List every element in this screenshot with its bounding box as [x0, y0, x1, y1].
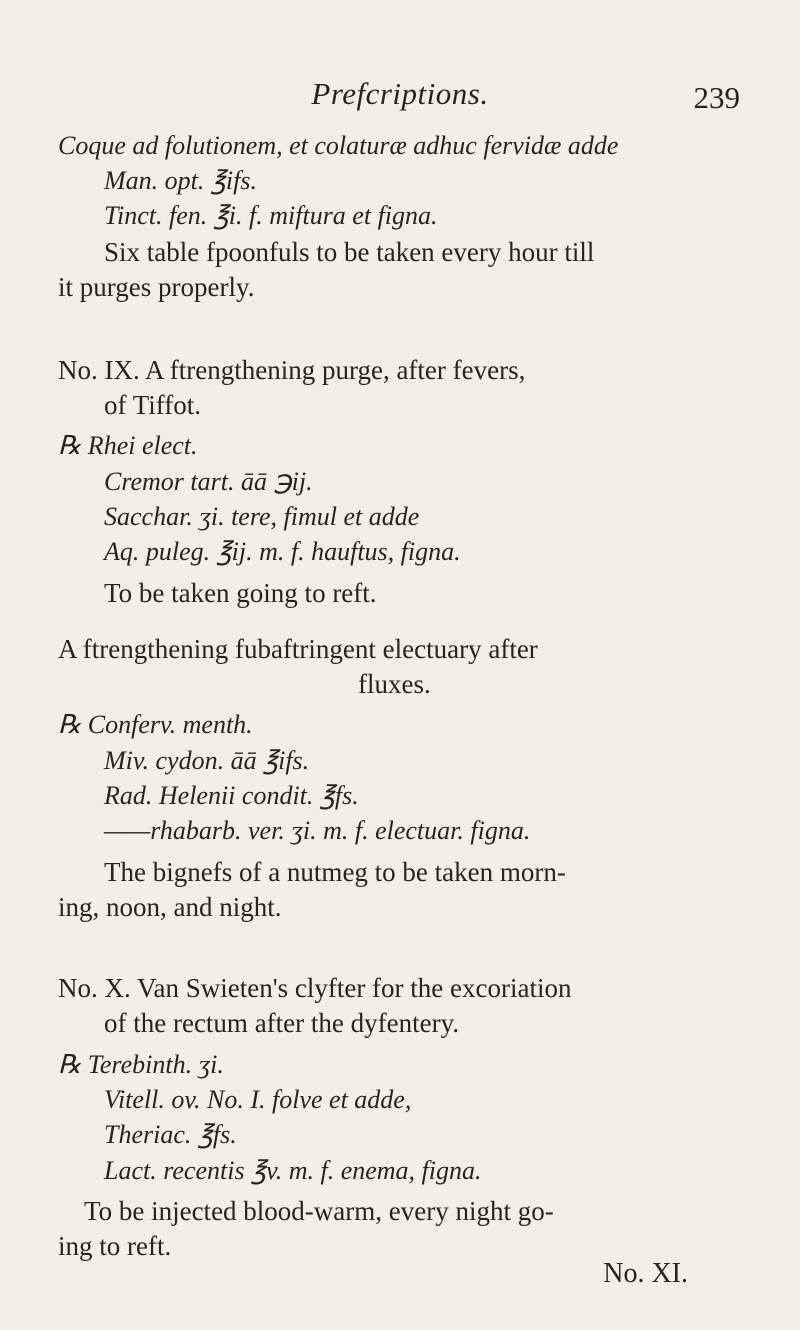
text-line: Cremor tart. āā ℈ij. — [104, 467, 313, 496]
page-header — [0, 76, 800, 116]
text-line: Rad. Helenii condit. ℥fs. — [104, 781, 359, 810]
section-heading: No. X. Van Swieten's clyfter for the excoriation — [58, 973, 572, 1003]
text-line: ing to reft. — [58, 1231, 172, 1261]
text-line: it purges properly. — [58, 272, 255, 302]
text-line: ——rhabarb. ver. ʒi. m. f. electuar. figna. — [104, 816, 531, 845]
text-line: To be injected blood-warm, every night go- — [84, 1196, 554, 1226]
text-line: Vitell. ov. No. I. folve et adde, — [104, 1085, 412, 1114]
catchword: No. XI. — [603, 1258, 688, 1289]
text-line: ℞ Rhei elect. — [58, 431, 198, 460]
text-line: Man. opt. ℥ifs. — [104, 166, 257, 195]
running-title: Prefcriptions. — [311, 76, 489, 111]
section-heading: A ftrengthening fubaftringent electuary after — [58, 634, 538, 664]
text-line: Tinct. fen. ℥i. f. miftura et figna. — [104, 201, 438, 230]
text-line: Six table fpoonfuls to be taken every hour till — [104, 237, 595, 267]
text-line: Lact. recentis ℥v. m. f. enema, figna. — [104, 1156, 482, 1185]
text-line: Miv. cydon. āā ℥ifs. — [104, 746, 310, 775]
text-line: To be taken going to reft. — [104, 578, 377, 608]
text-line: Sacchar. ʒi. tere, fimul et adde — [104, 502, 420, 531]
text-line: The bignefs of a nutmeg to be taken morn- — [104, 857, 566, 887]
text-line: ing, noon, and night. — [58, 892, 282, 922]
section-heading: of the rectum after the dyfentery. — [104, 1008, 460, 1038]
text-line: Aq. puleg. ℥ij. m. f. hauftus, figna. — [104, 537, 461, 566]
text-line: Coque ad folutionem, et colaturæ adhuc fervidæ adde — [58, 131, 619, 160]
page-number: 239 — [693, 80, 740, 115]
text-line: ℞ Terebinth. ʒi. — [58, 1050, 224, 1079]
section-heading: of Tiffot. — [104, 390, 202, 420]
text-line: Theriac. ℥fs. — [104, 1120, 237, 1149]
section-heading: No. IX. A ftrengthening purge, after fevers, — [58, 355, 526, 385]
text-line: ℞ Conferv. menth. — [58, 710, 253, 739]
section-heading: fluxes. — [358, 669, 431, 699]
